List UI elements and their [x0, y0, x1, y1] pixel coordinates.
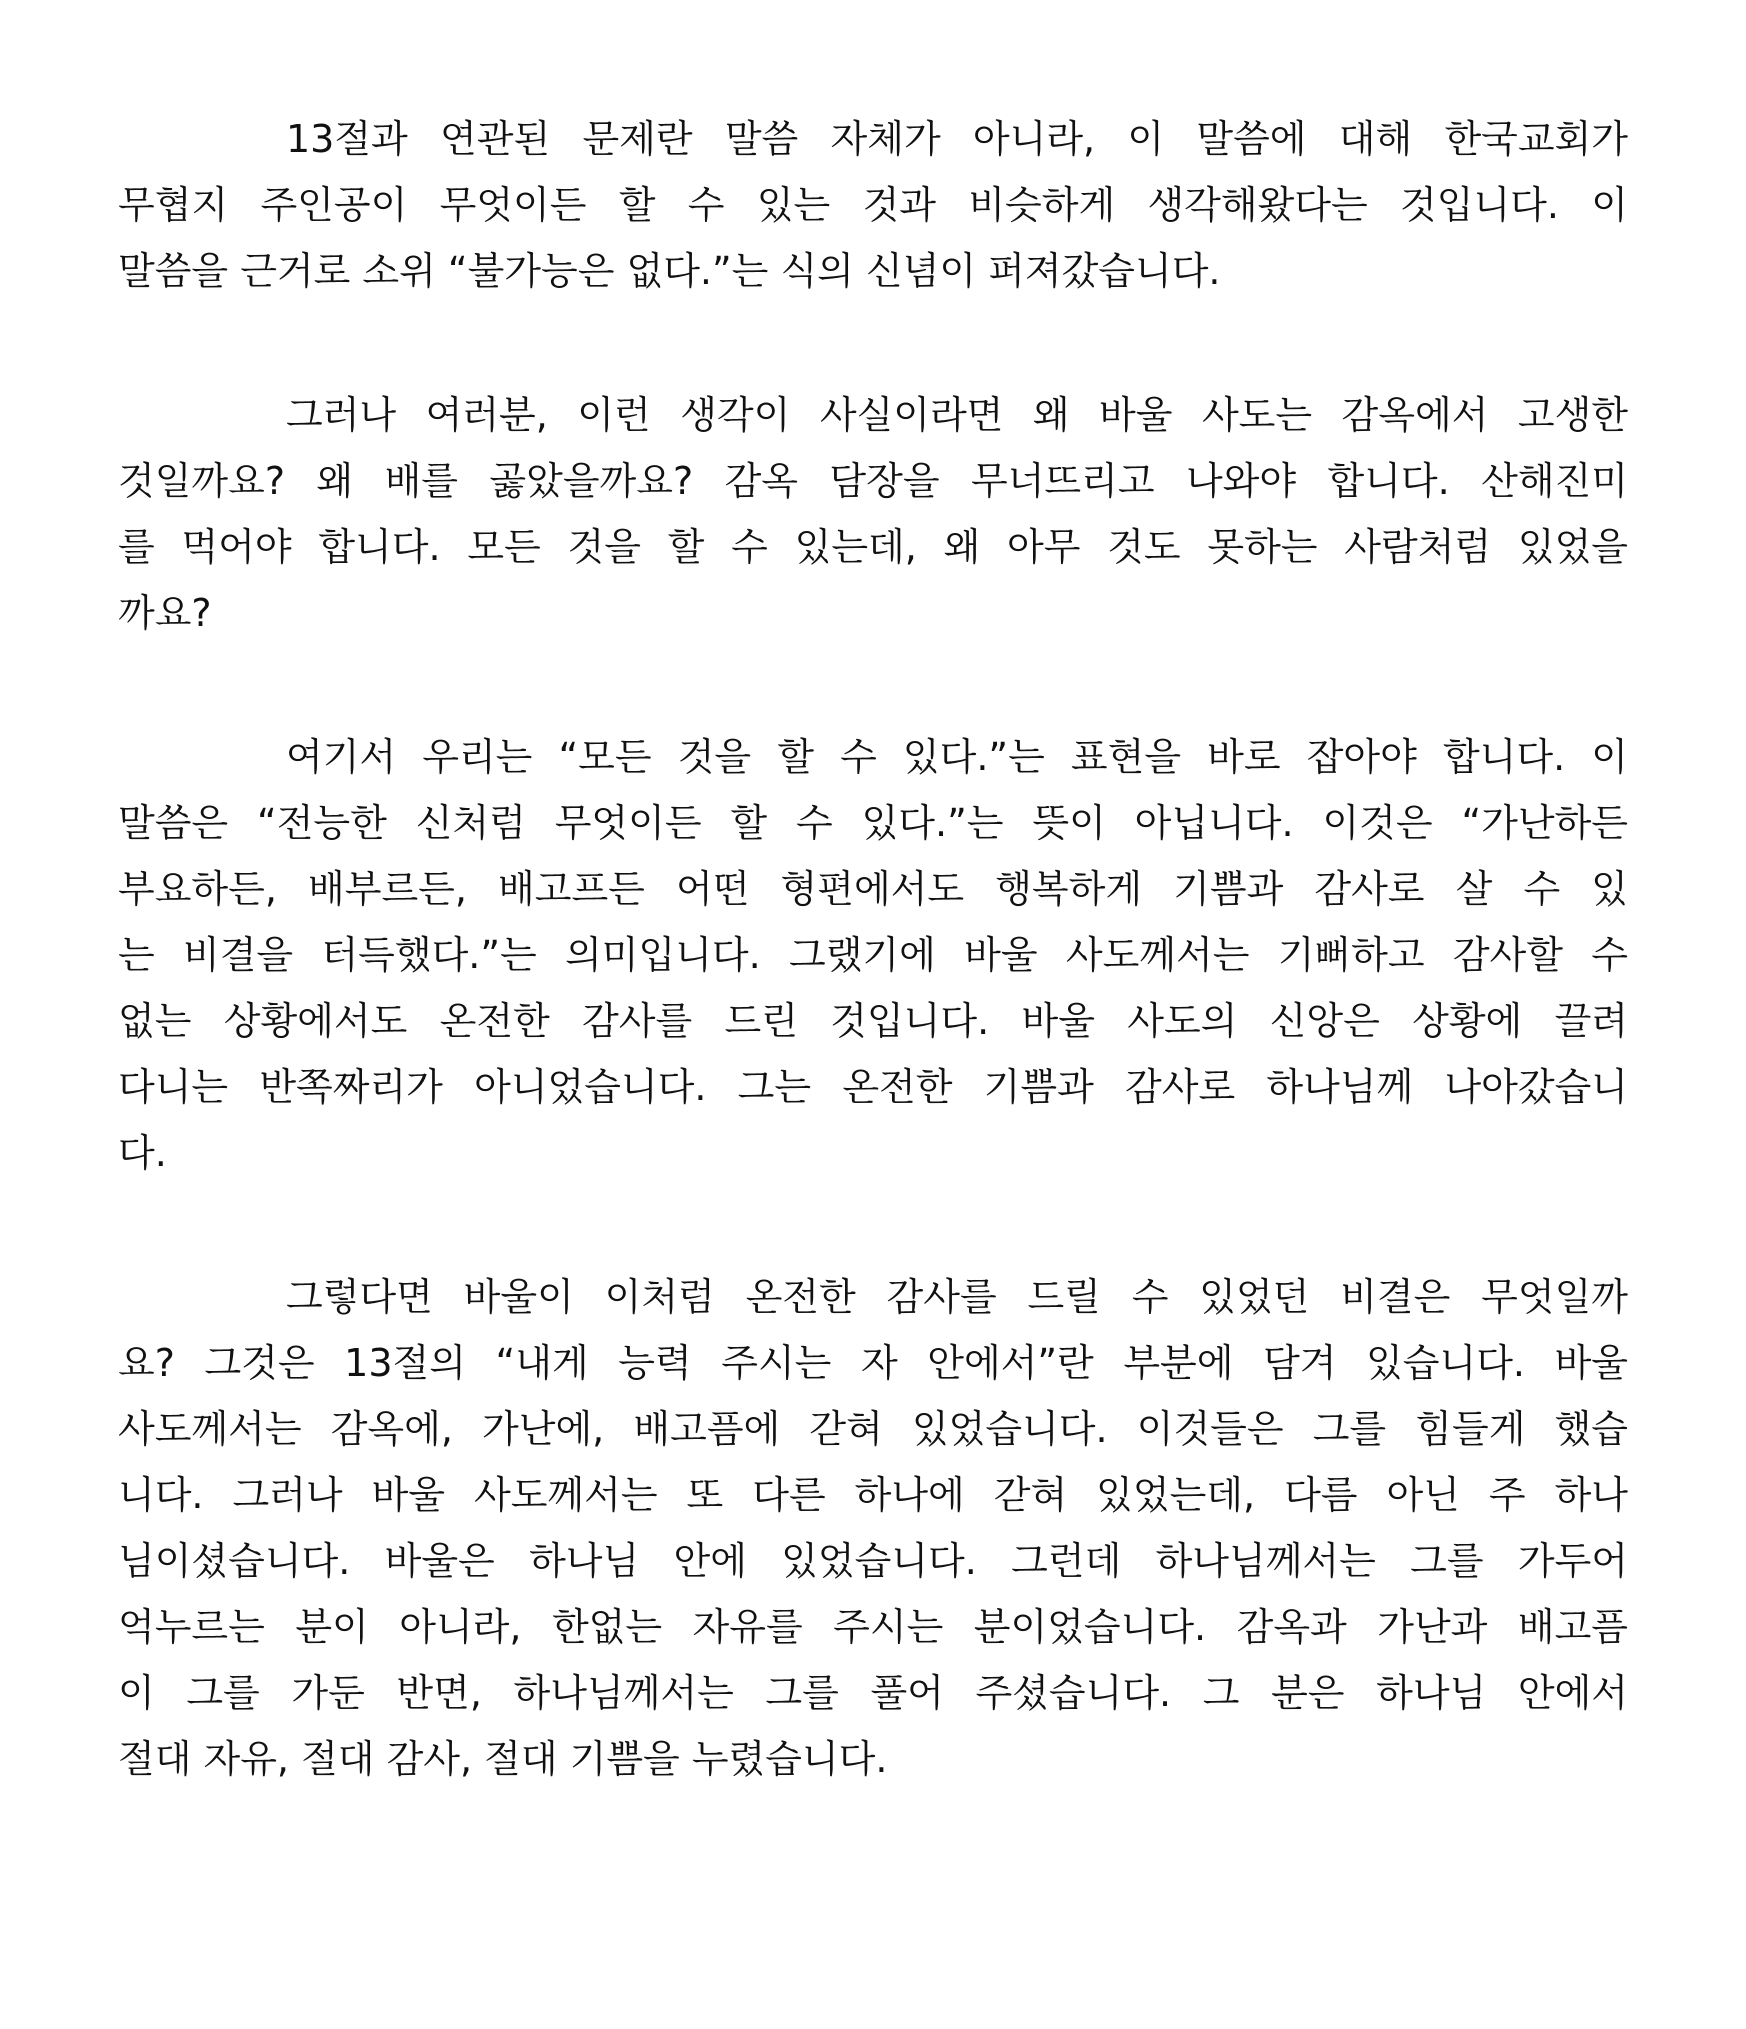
text-line: 그렇다면 바울이 이처럼 온전한 감사를 드릴 수 있었던 비결은 무엇일까	[286, 1275, 1628, 1319]
paragraph-4	[118, 1264, 1628, 1792]
text-line: 13절과 연관된 문제란 말씀 자체가 아니라, 이 말씀에 대해 한국교회가	[286, 117, 1628, 161]
paragraph-2	[118, 382, 1628, 646]
text-line: 부요하든, 배부르든, 배고프든 어떤 형편에서도 행복하게 기쁨과 감사로 살 수 있	[118, 867, 1628, 911]
text-line: 무협지 주인공이 무엇이든 할 수 있는 것과 비슷하게 생각해왔다는 것입니다. 이	[118, 183, 1628, 227]
text-line: 그러나 여러분, 이런 생각이 사실이라면 왜 바울 사도는 감옥에서 고생한	[286, 393, 1628, 437]
text-line: 님이셨습니다. 바울은 하나님 안에 있었습니다. 그런데 하나님께서는 그를 가두어	[118, 1539, 1628, 1583]
text-line: 없는 상황에서도 온전한 감사를 드린 것입니다. 바울 사도의 신앙은 상황에 끌려	[118, 999, 1628, 1043]
text-line: 말씀을 근거로 소위 “불가능은 없다.”는 식의 신념이 퍼져갔습니다.	[118, 249, 1221, 293]
text-line: 까요?	[118, 591, 212, 635]
text-line: 다니는 반쪽짜리가 아니었습니다. 그는 온전한 기쁨과 감사로 하나님께 나아갔습니	[118, 1065, 1628, 1109]
paragraph-3	[118, 724, 1628, 1186]
text-line: 이 그를 가둔 반면, 하나님께서는 그를 풀어 주셨습니다. 그 분은 하나님 안에서	[118, 1671, 1628, 1715]
text-line: 여기서 우리는 “모든 것을 할 수 있다.”는 표현을 바로 잡아야 합니다. 이	[286, 735, 1628, 779]
document-body	[118, 106, 1628, 1870]
text-line: 다.	[118, 1131, 167, 1175]
text-line: 말씀은 “전능한 신처럼 무엇이든 할 수 있다.”는 뜻이 아닙니다. 이것은 “가난하든	[118, 801, 1628, 845]
text-line: 억누르는 분이 아니라, 한없는 자유를 주시는 분이었습니다. 감옥과 가난과 배고픔	[118, 1605, 1628, 1649]
text-line: 를 먹어야 합니다. 모든 것을 할 수 있는데, 왜 아무 것도 못하는 사람처럼 있었을	[118, 525, 1628, 569]
text-line: 는 비결을 터득했다.”는 의미입니다. 그랬기에 바울 사도께서는 기뻐하고 감사할 수	[118, 933, 1628, 977]
text-line: 사도께서는 감옥에, 가난에, 배고픔에 갇혀 있었습니다. 이것들은 그를 힘들게 했습	[118, 1407, 1628, 1451]
text-line: 요? 그것은 13절의 “내게 능력 주시는 자 안에서”란 부분에 담겨 있습니다. 바울	[118, 1341, 1628, 1385]
paragraph-1	[118, 106, 1628, 304]
text-line: 니다. 그러나 바울 사도께서는 또 다른 하나에 갇혀 있었는데, 다름 아닌 주 하나	[118, 1473, 1628, 1517]
text-line: 것일까요? 왜 배를 곯았을까요? 감옥 담장을 무너뜨리고 나와야 합니다. 산해진미	[118, 459, 1628, 503]
text-line: 절대 자유, 절대 감사, 절대 기쁨을 누렸습니다.	[118, 1737, 888, 1781]
